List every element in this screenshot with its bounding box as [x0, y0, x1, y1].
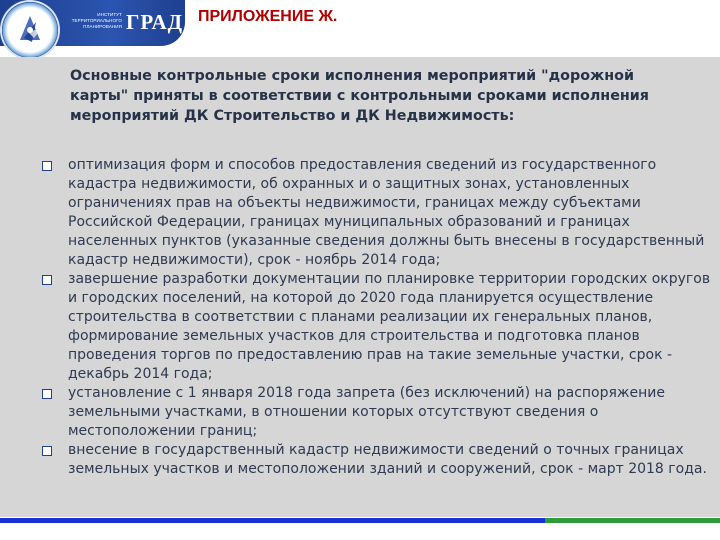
- list-item: завершение разработки документации по планировке территории городских округов и городских поселений, на которой до 2020 года планируется осуществление строительства в соответствии с планами реализации их генеральных планов, формирование земельных участков для строительства и подготовка планов проведения торгов по предоставлению прав на такие земельные участки, срок - декабрь 2014 года;: [40, 270, 708, 384]
- measures-list: [40, 156, 711, 479]
- list-item: внесение в государственный кадастр недвижимости сведений о точных границах земельных участков и местоположении зданий и сооружений, срок - март 2018 года.: [40, 441, 708, 479]
- list-item: установление с 1 января 2018 года запрета (без исключений) на распоряжение земельными участками, в отношении которых отсутствуют сведения о местоположении границ;: [40, 384, 708, 441]
- checkbox-bullet-icon: [42, 275, 52, 285]
- footer-bar-blue: [0, 518, 545, 523]
- intro-paragraph: Основные контрольные сроки исполнения мероприятий "дорожной карты" приняты в соответствии с контрольными сроками исполнения мероприятий ДК Строительство и ДК Недвижимость:: [70, 68, 649, 124]
- institute-name: ИНСТИТУТ ТЕРРИТОРИАЛЬНОГО ПЛАНИРОВАНИЯ: [71, 12, 122, 29]
- list-item: оптимизация форм и способов предоставления сведений из государственного кадастра недвижимости, об охранных и о защитных зонах, установленных ограничениях прав на объекты недвижимости, границах между субъектами Российской Федерации, границах муниципальных образований и границах населенных пунктов (указанные сведения должны быть внесены в государственный кадастр недвижимости), срок - ноябрь 2014 года;: [40, 156, 708, 270]
- footer-bar-green: [545, 518, 720, 523]
- checkbox-bullet-icon: [42, 389, 52, 399]
- header: [0, 0, 720, 52]
- page-title: ПРИЛОЖЕНИЕ Ж.: [198, 8, 338, 25]
- logo-emblem-icon: [2, 2, 58, 58]
- checkbox-bullet-icon: [42, 161, 52, 171]
- brand-name: ГРАД: [126, 10, 184, 34]
- checkbox-bullet-icon: [42, 446, 52, 456]
